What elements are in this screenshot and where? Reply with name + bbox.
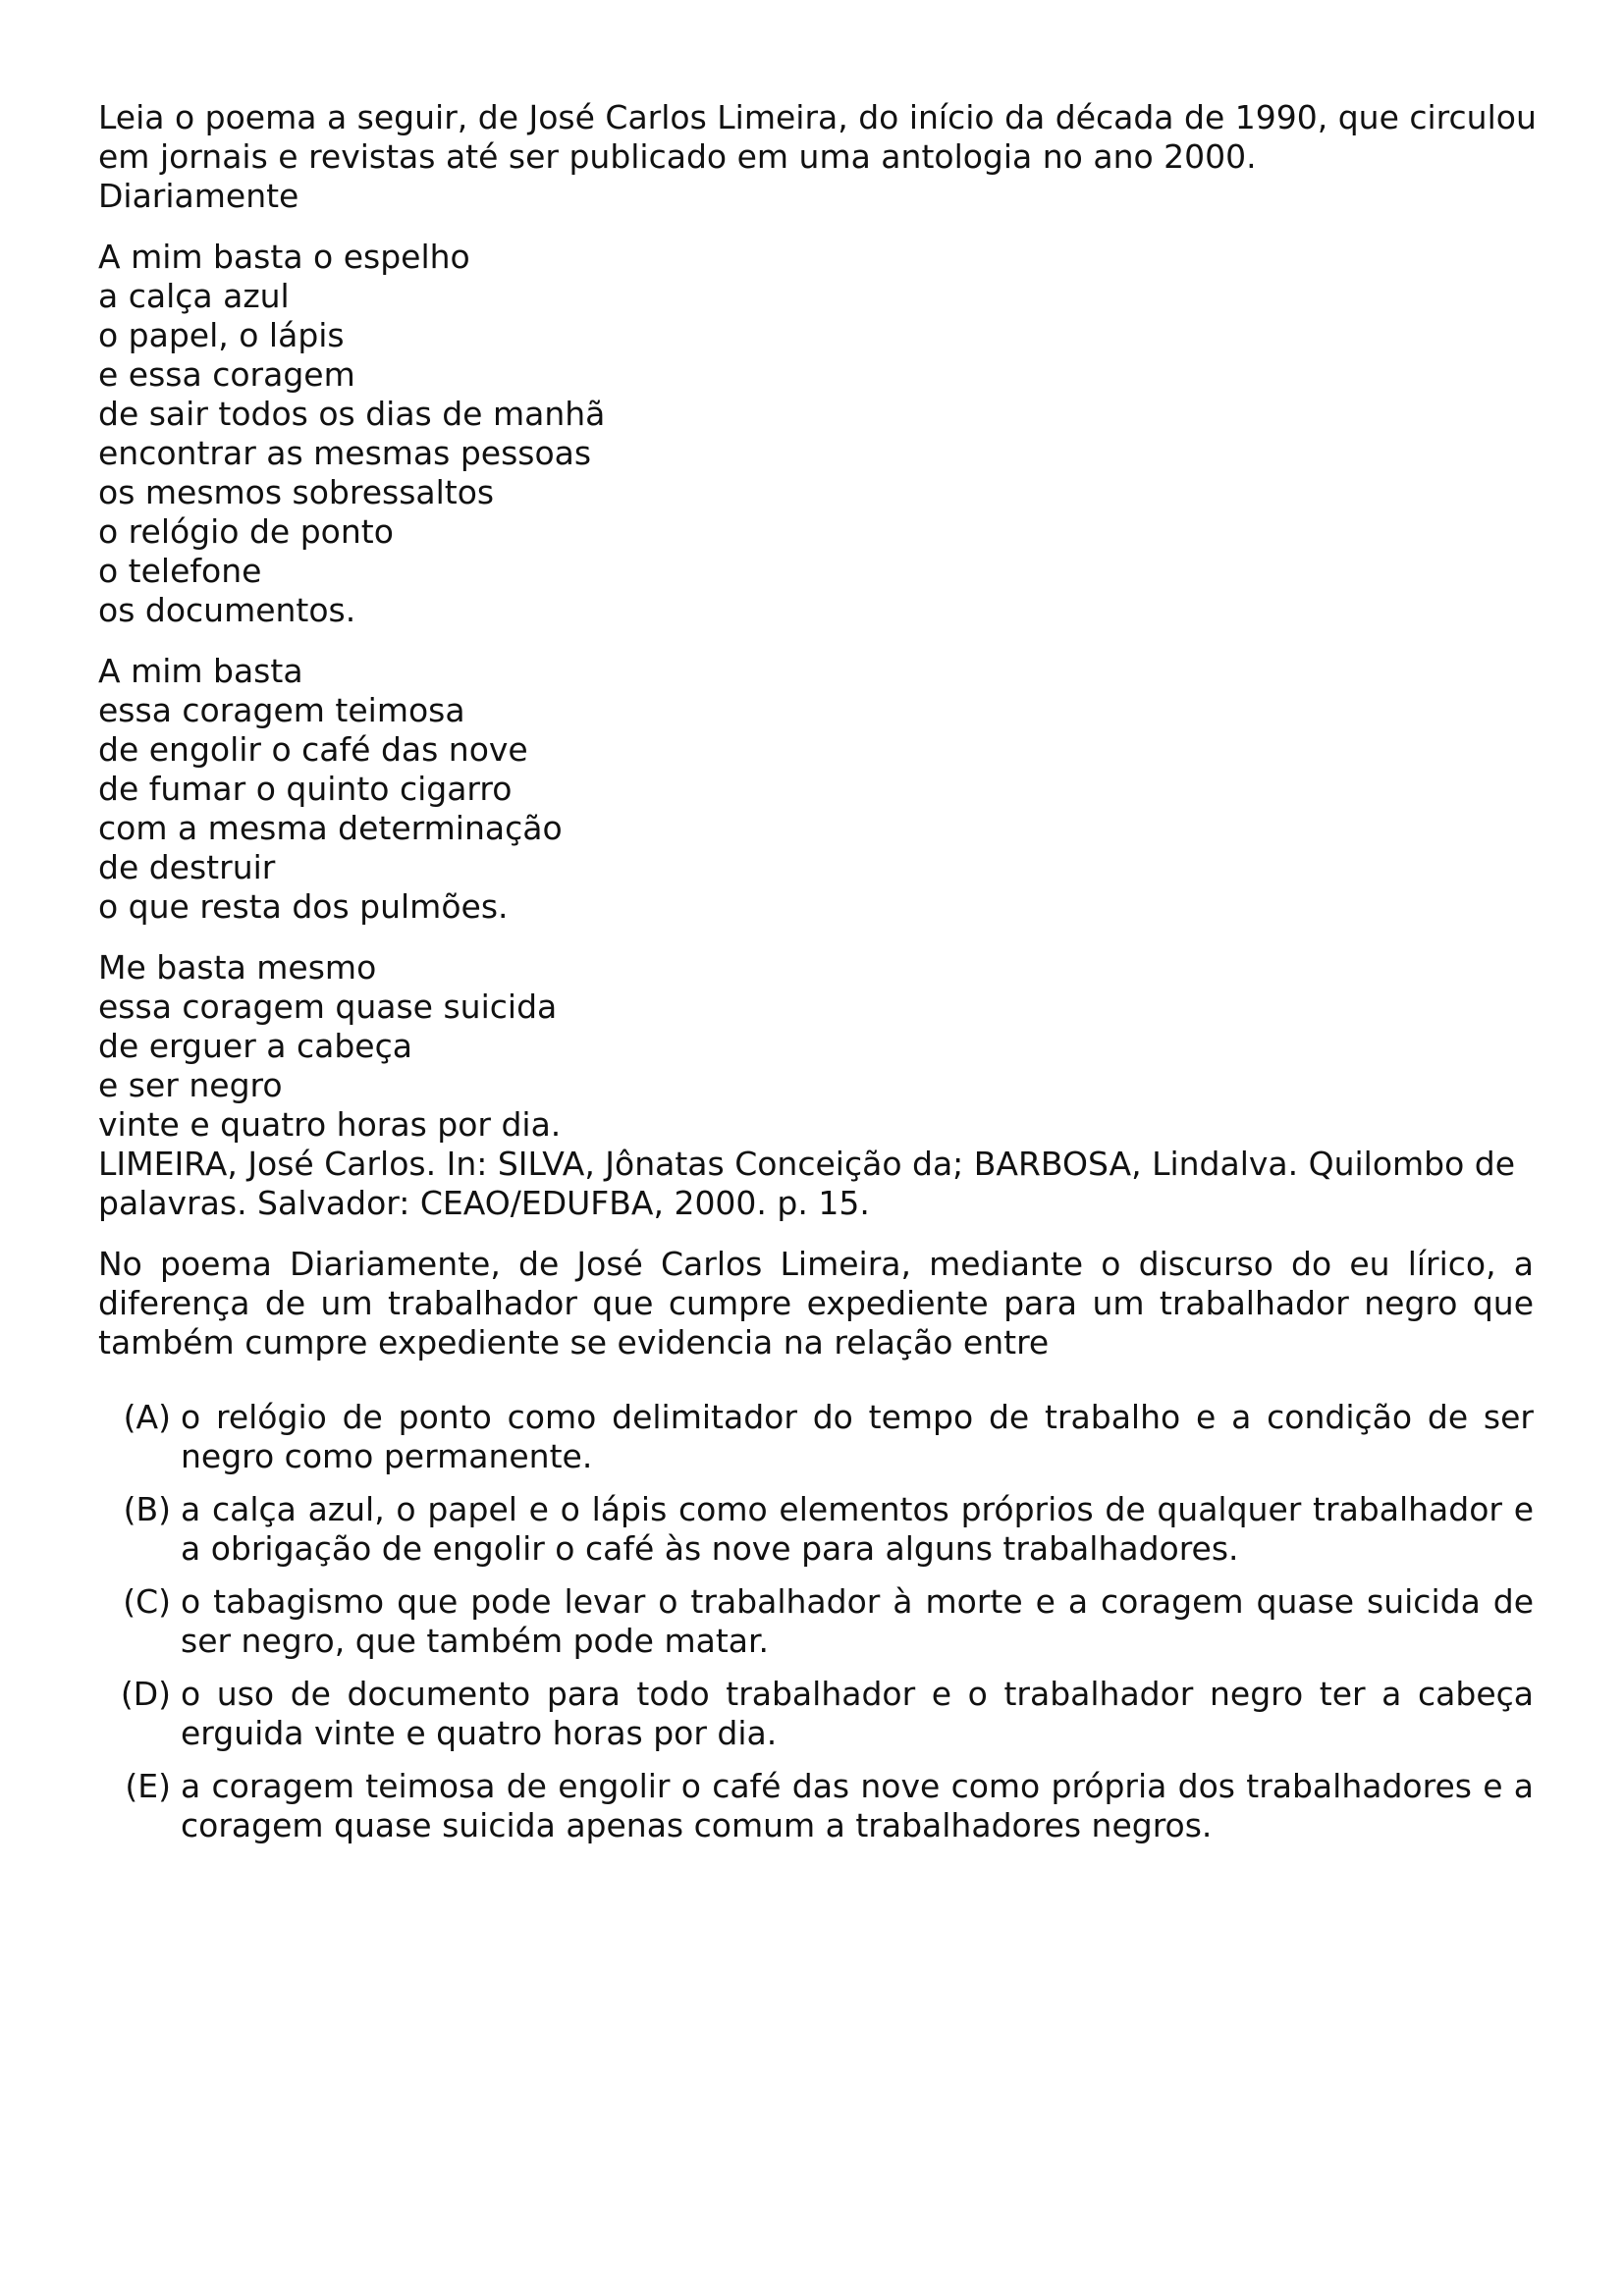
option-text: a calça azul, o papel e o lápis como elementos próprios de qualquer trabalhador e a obrigação de engolir o café às nove para alguns trabalhadores. (181, 1490, 1534, 1568)
poem-verse: Me basta mesmo (98, 948, 377, 987)
option-letter: (D) (120, 1675, 171, 1713)
poem-verse: essa coragem quase suicida (98, 988, 558, 1026)
intro-text (98, 98, 1537, 177)
question-content (98, 98, 1537, 1859)
poem-stanza-3 (98, 948, 1534, 1145)
poem-stanza-2 (98, 652, 1534, 927)
poem-verse: e essa coragem (98, 355, 355, 394)
poem-verse: a calça azul (98, 277, 290, 315)
answer-option-a[interactable] (98, 1398, 1534, 1476)
option-text: o tabagismo que pode levar o trabalhador à morte e a coragem quase suicida de ser negro, que também pode matar. (181, 1582, 1534, 1660)
answer-option-d[interactable] (98, 1675, 1534, 1753)
intro-line: em jornais e revistas até ser publicado em uma antologia no ano 2000. (98, 137, 1257, 176)
poem-verse: encontrar as mesmas pessoas (98, 434, 592, 472)
poem-verse: essa coragem teimosa (98, 691, 465, 729)
option-letter: (E) (125, 1767, 171, 1805)
poem-verse: de sair todos os dias de manhã (98, 395, 606, 433)
poem-verse: os documentos. (98, 591, 356, 629)
answer-option-c[interactable] (98, 1582, 1534, 1661)
option-text: o relógio de ponto como delimitador do tempo de trabalho e a condição de ser negro como permanente. (181, 1398, 1534, 1475)
option-text: a coragem teimosa de engolir o café das nove como própria dos trabalhadores e a coragem quase suicida apenas comum a trabalhadores negros. (181, 1767, 1534, 1844)
poem-verse: com a mesma determinação (98, 809, 563, 847)
poem-stanza-1 (98, 238, 1534, 630)
answer-option-b[interactable] (98, 1490, 1534, 1569)
citation-line: LIMEIRA, José Carlos. In: SILVA, Jônatas Conceição da; BARBOSA, Lindalva. Quilombo de (98, 1145, 1516, 1183)
poem-verse: o telefone (98, 552, 262, 590)
poem-verse: de fumar o quinto cigarro (98, 770, 513, 808)
option-text: o uso de documento para todo trabalhador e o trabalhador negro ter a cabeça erguida vinte e quatro horas por dia. (181, 1675, 1534, 1752)
poem-verse: os mesmos sobressaltos (98, 473, 495, 511)
question-stem: No poema Diariamente, de José Carlos Limeira, mediante o discurso do eu lírico, a diferença de um trabalhador que cumpre expediente para um trabalhador negro que também cumpre expediente se evidencia na relação entre (98, 1245, 1534, 1362)
poem-verse: o relógio de ponto (98, 512, 394, 551)
poem-verse: A mim basta o espelho (98, 238, 470, 276)
poem-verse: vinte e quatro horas por dia. (98, 1105, 562, 1144)
poem-verse: de engolir o café das nove (98, 730, 528, 769)
answer-options (98, 1398, 1534, 1845)
option-letter: (C) (123, 1582, 171, 1621)
poem-citation (98, 1145, 1534, 1223)
poem-verse: o que resta dos pulmões. (98, 887, 509, 926)
option-letter: (A) (123, 1398, 171, 1436)
poem-verse: de destruir (98, 848, 276, 886)
poem-title: Diariamente (98, 177, 299, 215)
answer-option-e[interactable] (98, 1767, 1534, 1845)
poem-verse: de erguer a cabeça (98, 1027, 412, 1065)
citation-line: palavras. Salvador: CEAO/EDUFBA, 2000. p. 15. (98, 1184, 870, 1222)
option-letter: (B) (123, 1490, 171, 1528)
poem-verse: o papel, o lápis (98, 316, 345, 354)
poem-verse: e ser negro (98, 1066, 283, 1104)
intro-line: Leia o poema a seguir, de José Carlos Limeira, do início da década de 1990, que circulou (98, 98, 1537, 136)
poem-verse: A mim basta (98, 652, 303, 690)
